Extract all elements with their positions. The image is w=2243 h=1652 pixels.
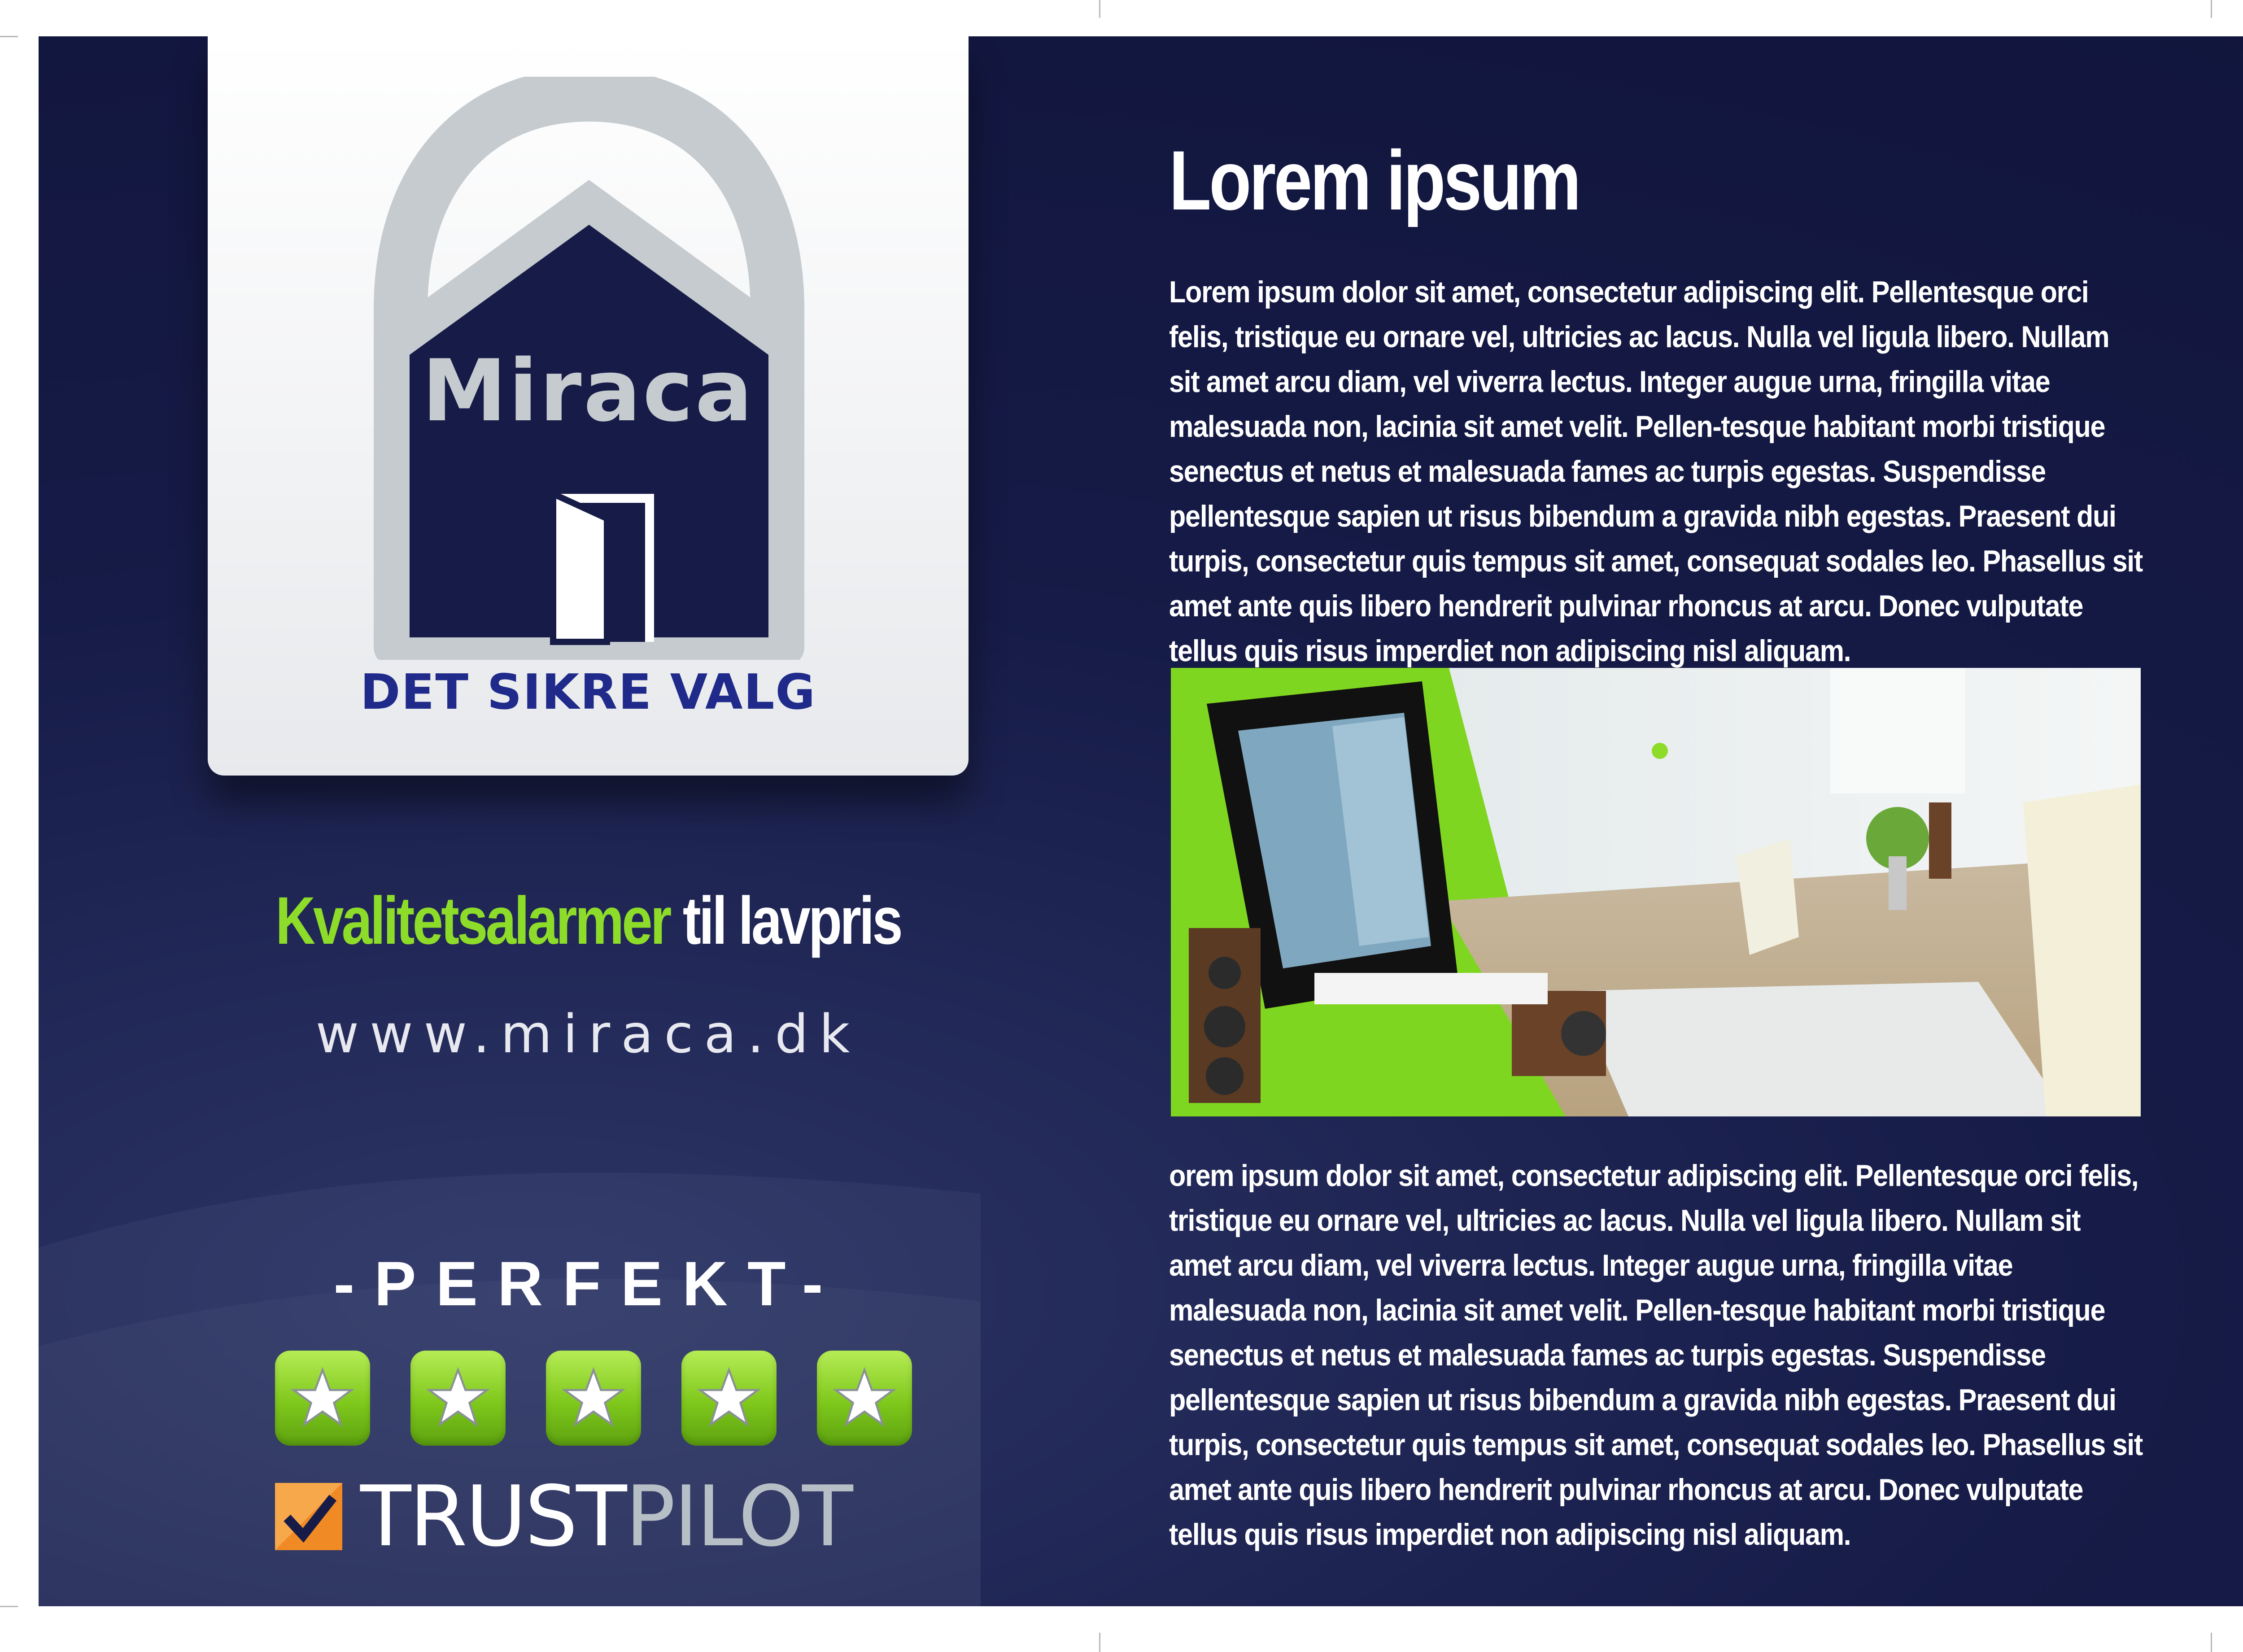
crop-mark <box>2211 1633 2212 1652</box>
crop-mark <box>2211 0 2212 18</box>
trustpilot-brand-part1: TRUST <box>360 1468 625 1565</box>
trustpilot-check-icon <box>275 1483 342 1550</box>
star-icon <box>546 1351 641 1446</box>
star-icon <box>817 1351 912 1446</box>
slogan-highlight: Kvalitetsalarmer <box>275 883 670 958</box>
column-body-bottom: orem ipsum dolor sit amet, consectetur adipiscing elit. Pellentesque orci felis, tristique eu ornare vel, ultricies ac lacus. Nulla vel ligula libero. Nullam sit amet arcu diam, vel viverra lectus. Integer augue urna, fringilla vitae malesuada non, lacinia sit amet velit. Pellen-tesque habitant morbi tristique senectus et netus et malesuada fames ac turpis egestas. Suspendisse pellentesque sapien ut risus bibendum a gravida nibh egestas. Praesent dui turpis, consectetur quis tempus sit amet, consequat sodales leo. Phasellus sit amet ante quis libero hendrerit pulvinar rhoncus at arcu. Donec vulputate tellus quis risus imperdiet non adipiscing nisl aliquam. <box>1169 1159 2143 1552</box>
living-room-photo <box>1171 668 2141 1116</box>
column-heading: Lorem ipsum <box>1169 133 1579 227</box>
logo-tagline: DET SIKRE VALG <box>360 664 816 720</box>
trustpilot-brand-part2: PILOT <box>625 1468 851 1565</box>
crop-mark <box>0 1606 18 1607</box>
star-rating <box>275 1351 912 1445</box>
crop-mark <box>1099 1633 1100 1652</box>
crop-mark <box>0 36 18 37</box>
crop-mark <box>1099 0 1100 18</box>
slogan <box>138 882 1039 959</box>
column-body-top: Lorem ipsum dolor sit amet, consectetur adipiscing elit. Pellentesque orci felis, tristique eu ornare vel, ultricies ac lacus. Nulla vel ligula libero. Nullam sit amet arcu diam, vel viverra lectus. Integer augue urna, fringilla vitae malesuada non, lacinia sit amet velit. Pellen-tesque habitant morbi tristique senectus et netus et malesuada fames ac turpis egestas. Suspendisse pellentesque sapien ut risus bibendum a gravida nibh egestas. Praesent dui turpis, consectetur quis tempus sit amet, consequat sodales leo. Phasellus sit amet ante quis libero hendrerit pulvinar rhoncus at arcu. Donec vulputate tellus quis risus imperdiet non adipiscing nisl aliquam. <box>1169 275 2143 668</box>
star-icon <box>275 1351 370 1446</box>
logo-name: Miraca <box>422 341 755 440</box>
slogan-rest: til lavpris <box>669 883 901 958</box>
star-icon <box>681 1351 777 1446</box>
trustpilot-logo <box>275 1467 851 1566</box>
star-icon <box>410 1351 506 1446</box>
logo-card <box>208 36 969 776</box>
website-link[interactable]: www.miraca.dk <box>315 1003 861 1065</box>
rating-label: -PERFEKT- <box>333 1248 843 1319</box>
brochure-panel <box>39 36 2243 1606</box>
